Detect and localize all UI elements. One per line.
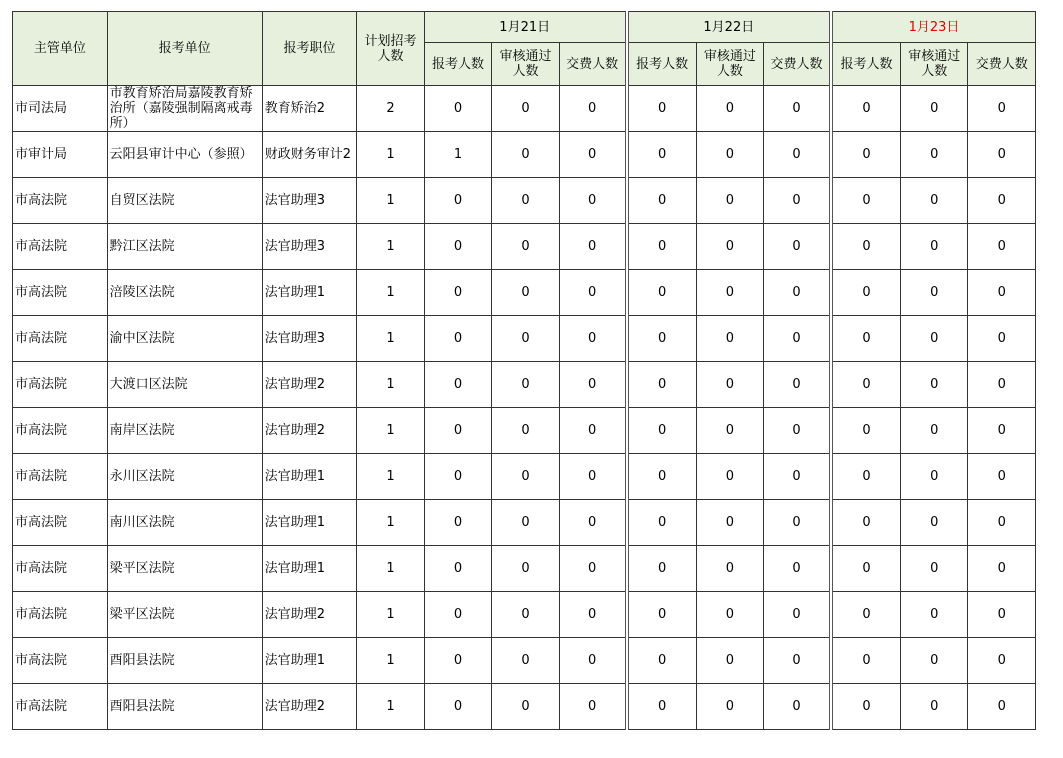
cell-applied: 0 [424,684,491,730]
cell-applied: 0 [424,408,491,454]
cell-approved: 0 [696,270,763,316]
cell-applied: 0 [627,362,696,408]
cell-plan: 1 [357,132,424,178]
cell-paid: 0 [764,224,831,270]
cell-applied: 0 [627,684,696,730]
cell-plan: 1 [357,224,424,270]
cell-applied: 0 [627,178,696,224]
cell-paid: 0 [968,270,1036,316]
cell-applied: 0 [424,362,491,408]
cell-dept: 市高法院 [13,592,108,638]
cell-approved: 0 [492,132,559,178]
cell-dept: 市司法局 [13,86,108,132]
table-body [13,86,1036,730]
cell-unit: 酉阳县法院 [107,684,262,730]
cell-applied: 0 [831,316,900,362]
cell-approved: 0 [900,316,967,362]
cell-applied: 0 [424,546,491,592]
cell-applied: 0 [831,408,900,454]
cell-approved: 0 [900,500,967,546]
cell-dept: 市高法院 [13,362,108,408]
cell-approved: 0 [696,546,763,592]
cell-approved: 0 [492,178,559,224]
cell-applied: 0 [831,178,900,224]
header-date-2: 1月22日 [627,12,831,43]
cell-unit: 永川区法院 [107,454,262,500]
cell-position: 法官助理3 [262,316,357,362]
cell-applied: 0 [424,454,491,500]
header-paid: 交费人数 [968,43,1036,86]
cell-paid: 0 [764,546,831,592]
cell-unit: 市教育矫治局嘉陵教育矫治所（嘉陵强制隔离戒毒所） [107,86,262,132]
cell-paid: 0 [764,178,831,224]
cell-unit: 云阳县审计中心（参照） [107,132,262,178]
header-applied: 报考人数 [627,43,696,86]
header-date-3: 1月23日 [831,12,1035,43]
cell-unit: 大渡口区法院 [107,362,262,408]
cell-plan: 1 [357,408,424,454]
cell-position: 法官助理2 [262,684,357,730]
cell-position: 法官助理2 [262,362,357,408]
cell-approved: 0 [696,454,763,500]
cell-applied: 0 [424,178,491,224]
cell-paid: 0 [559,684,626,730]
cell-dept: 市高法院 [13,546,108,592]
cell-approved: 0 [900,408,967,454]
cell-position: 法官助理1 [262,500,357,546]
cell-applied: 0 [627,638,696,684]
cell-applied: 0 [424,224,491,270]
cell-paid: 0 [559,86,626,132]
table-row [13,132,1036,178]
cell-unit: 酉阳县法院 [107,638,262,684]
cell-applied: 1 [424,132,491,178]
cell-paid: 0 [764,684,831,730]
cell-applied: 0 [627,316,696,362]
cell-approved: 0 [900,546,967,592]
cell-plan: 1 [357,684,424,730]
cell-applied: 0 [831,500,900,546]
cell-approved: 0 [696,500,763,546]
table-row [13,592,1036,638]
cell-paid: 0 [764,592,831,638]
cell-approved: 0 [696,408,763,454]
cell-unit: 渝中区法院 [107,316,262,362]
cell-position: 法官助理1 [262,638,357,684]
cell-position: 法官助理3 [262,224,357,270]
cell-dept: 市高法院 [13,224,108,270]
cell-plan: 1 [357,178,424,224]
cell-approved: 0 [492,454,559,500]
cell-approved: 0 [696,592,763,638]
cell-approved: 0 [492,86,559,132]
cell-applied: 0 [424,86,491,132]
header-approved: 审核通过人数 [900,43,967,86]
cell-approved: 0 [696,224,763,270]
cell-paid: 0 [968,408,1036,454]
cell-paid: 0 [968,178,1036,224]
cell-dept: 市高法院 [13,408,108,454]
cell-paid: 0 [764,316,831,362]
cell-approved: 0 [696,132,763,178]
cell-applied: 0 [424,638,491,684]
cell-approved: 0 [900,224,967,270]
cell-paid: 0 [559,178,626,224]
cell-paid: 0 [559,316,626,362]
cell-approved: 0 [900,270,967,316]
cell-approved: 0 [492,684,559,730]
cell-paid: 0 [968,132,1036,178]
cell-dept: 市高法院 [13,500,108,546]
cell-plan: 1 [357,454,424,500]
cell-approved: 0 [696,362,763,408]
table-row [13,178,1036,224]
cell-approved: 0 [900,132,967,178]
cell-approved: 0 [492,316,559,362]
header-applied: 报考人数 [831,43,900,86]
cell-dept: 市高法院 [13,316,108,362]
cell-paid: 0 [968,638,1036,684]
cell-unit: 梁平区法院 [107,546,262,592]
table-row [13,408,1036,454]
cell-dept: 市高法院 [13,178,108,224]
cell-paid: 0 [559,546,626,592]
cell-applied: 0 [627,224,696,270]
cell-applied: 0 [831,454,900,500]
cell-plan: 1 [357,638,424,684]
cell-paid: 0 [764,638,831,684]
cell-approved: 0 [492,224,559,270]
cell-approved: 0 [492,546,559,592]
header-applied: 报考人数 [424,43,491,86]
cell-position: 法官助理3 [262,178,357,224]
cell-paid: 0 [968,684,1036,730]
cell-applied: 0 [424,500,491,546]
header-approved: 审核通过人数 [696,43,763,86]
cell-paid: 0 [968,86,1036,132]
cell-applied: 0 [627,546,696,592]
cell-paid: 0 [968,454,1036,500]
cell-approved: 0 [900,86,967,132]
cell-paid: 0 [764,362,831,408]
cell-applied: 0 [831,362,900,408]
cell-applied: 0 [627,592,696,638]
registration-table [12,11,1036,730]
cell-position: 财政财务审计2 [262,132,357,178]
cell-paid: 0 [764,132,831,178]
header-date-1: 1月21日 [424,12,626,43]
cell-approved: 0 [900,592,967,638]
cell-position: 法官助理1 [262,454,357,500]
cell-plan: 1 [357,270,424,316]
cell-approved: 0 [696,638,763,684]
cell-applied: 0 [627,408,696,454]
cell-paid: 0 [968,362,1036,408]
cell-applied: 0 [831,132,900,178]
cell-paid: 0 [764,408,831,454]
cell-approved: 0 [900,362,967,408]
cell-paid: 0 [968,224,1036,270]
cell-applied: 0 [831,224,900,270]
header-position: 报考职位 [262,12,357,86]
header-paid: 交费人数 [559,43,626,86]
cell-plan: 2 [357,86,424,132]
cell-plan: 1 [357,592,424,638]
cell-approved: 0 [900,638,967,684]
table-row [13,546,1036,592]
cell-paid: 0 [968,316,1036,362]
cell-plan: 1 [357,546,424,592]
cell-plan: 1 [357,362,424,408]
cell-plan: 1 [357,316,424,362]
cell-applied: 0 [627,500,696,546]
cell-paid: 0 [559,224,626,270]
cell-applied: 0 [424,592,491,638]
header-approved: 审核通过人数 [492,43,559,86]
cell-unit: 南岸区法院 [107,408,262,454]
cell-applied: 0 [424,270,491,316]
cell-dept: 市高法院 [13,638,108,684]
header-dept: 主管单位 [13,12,108,86]
table-row [13,224,1036,270]
cell-plan: 1 [357,500,424,546]
cell-paid: 0 [764,500,831,546]
cell-approved: 0 [900,178,967,224]
cell-approved: 0 [492,500,559,546]
cell-paid: 0 [559,454,626,500]
cell-paid: 0 [559,592,626,638]
cell-paid: 0 [764,454,831,500]
cell-unit: 自贸区法院 [107,178,262,224]
cell-paid: 0 [968,546,1036,592]
table-row [13,86,1036,132]
cell-unit: 南川区法院 [107,500,262,546]
cell-paid: 0 [559,362,626,408]
cell-applied: 0 [831,546,900,592]
cell-approved: 0 [696,178,763,224]
cell-position: 法官助理1 [262,546,357,592]
cell-applied: 0 [831,86,900,132]
cell-applied: 0 [627,132,696,178]
cell-paid: 0 [764,86,831,132]
cell-approved: 0 [492,362,559,408]
header-unit: 报考单位 [107,12,262,86]
cell-applied: 0 [424,316,491,362]
cell-unit: 梁平区法院 [107,592,262,638]
cell-applied: 0 [831,638,900,684]
cell-dept: 市高法院 [13,270,108,316]
header-paid: 交费人数 [764,43,831,86]
cell-applied: 0 [831,270,900,316]
cell-approved: 0 [900,454,967,500]
cell-applied: 0 [627,454,696,500]
cell-unit: 黔江区法院 [107,224,262,270]
cell-paid: 0 [559,270,626,316]
cell-paid: 0 [559,132,626,178]
cell-applied: 0 [831,592,900,638]
table-row [13,684,1036,730]
cell-approved: 0 [492,592,559,638]
cell-paid: 0 [764,270,831,316]
cell-position: 教育矫治2 [262,86,357,132]
cell-approved: 0 [900,684,967,730]
table-row [13,362,1036,408]
table-row [13,638,1036,684]
cell-unit: 涪陵区法院 [107,270,262,316]
cell-dept: 市高法院 [13,454,108,500]
cell-approved: 0 [696,316,763,362]
cell-position: 法官助理1 [262,270,357,316]
cell-paid: 0 [968,500,1036,546]
cell-position: 法官助理2 [262,592,357,638]
header-plan: 计划招考人数 [357,12,424,86]
cell-paid: 0 [968,592,1036,638]
cell-approved: 0 [492,638,559,684]
cell-dept: 市高法院 [13,684,108,730]
table-row [13,316,1036,362]
table-row [13,454,1036,500]
cell-approved: 0 [492,270,559,316]
cell-approved: 0 [696,684,763,730]
table-row [13,500,1036,546]
cell-paid: 0 [559,408,626,454]
cell-paid: 0 [559,500,626,546]
table-row [13,270,1036,316]
cell-applied: 0 [831,684,900,730]
cell-applied: 0 [627,270,696,316]
cell-paid: 0 [559,638,626,684]
cell-approved: 0 [492,408,559,454]
cell-position: 法官助理2 [262,408,357,454]
cell-applied: 0 [627,86,696,132]
cell-dept: 市审计局 [13,132,108,178]
cell-approved: 0 [696,86,763,132]
